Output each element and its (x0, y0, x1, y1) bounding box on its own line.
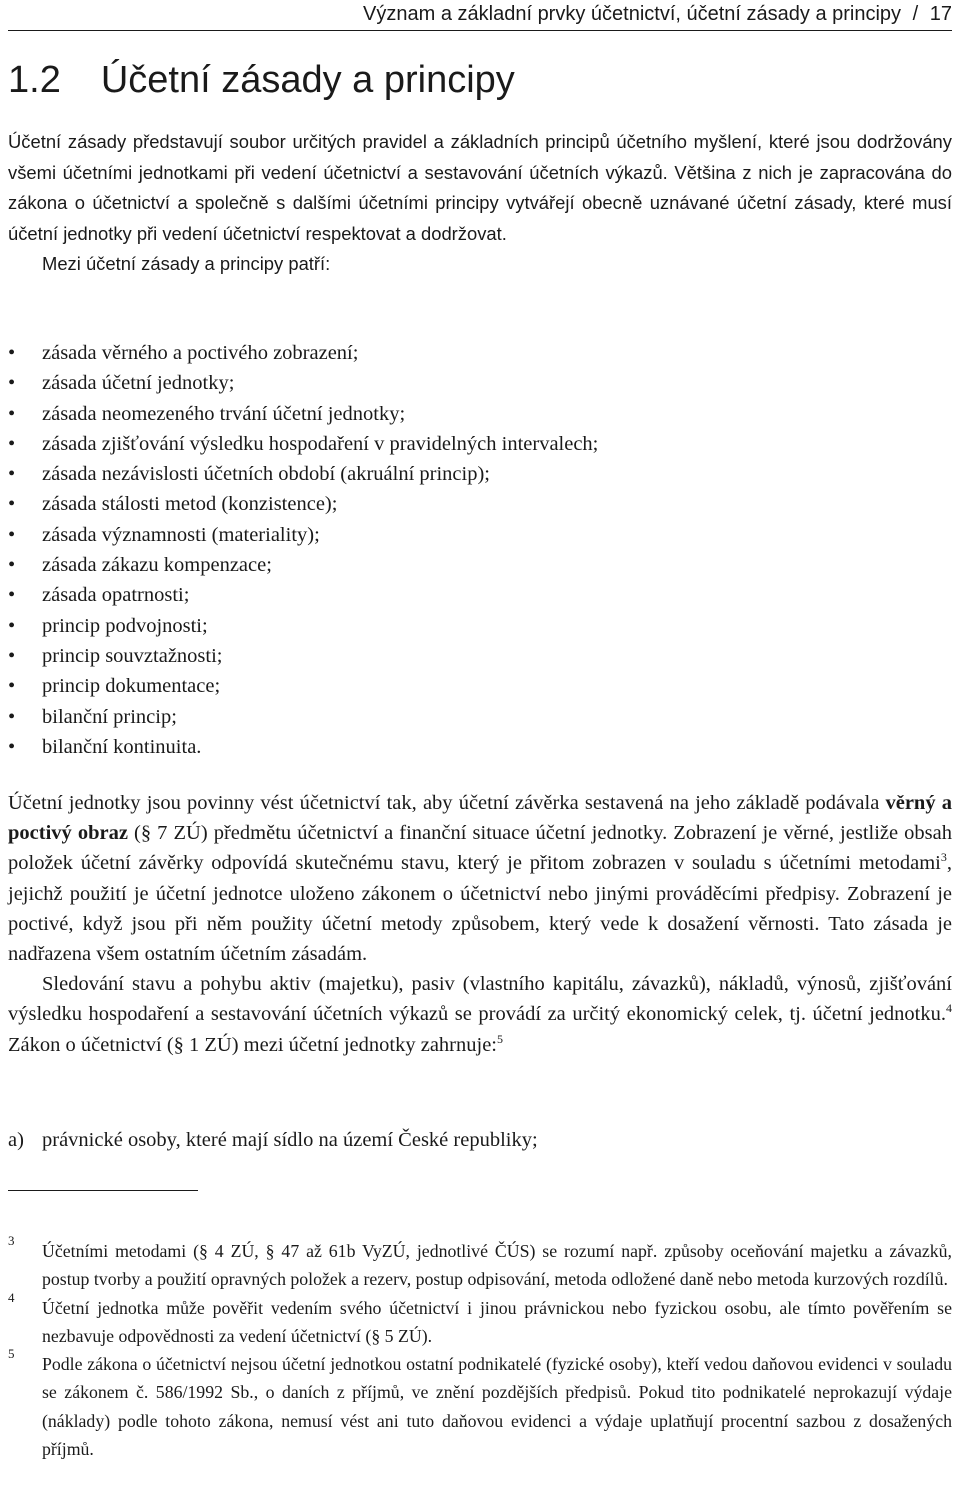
list-item: • zásada neomezeného trvání účetní jednotky; (8, 399, 952, 429)
list-item: • bilanční kontinuita. (8, 732, 952, 762)
list-item: • zásada významnosti (materiality); (8, 520, 952, 550)
footnote (8, 1289, 952, 1351)
footnote (8, 1346, 952, 1463)
footnote-ref[interactable]: 3 (940, 850, 947, 865)
text-run: Sledování stavu a pohybu aktiv (majetku), pasiv (vlastního kapitálu, závazků), nákladů, výnosů, zjišťování výsledku hospodaření a sestavování účetních výkazů se provádí za určitý ekonomický celek, tj. účetní jednotku. (8, 973, 952, 1026)
section-number: 1.2 (8, 59, 61, 101)
intro-paragraph: Účetní zásady představují soubor určitých pravidel a základních principů účetního myšlení, které jsou dodržovány všemi účetními jednotkami při vedení účetnictví a sestavování účetních výkazů. Většina z nich je zapracována do zákona o účetnictví a společně s dalšími účetními principy vytvářejí obecně uznávané účetní zásady, které musí účetní jednotky při vedení účetnictví respektovat a dodržovat. (8, 131, 952, 244)
list-marker: a) (8, 1129, 24, 1151)
footnote-text: Účetní jednotka může pověřit vedením svého účetnictví i jinou právnickou nebo fyzickou osobu, ale tímto pověřením se nezbavuje odpovědnosti za vedení účetnictví (§ 5 ZÚ). (42, 1297, 952, 1346)
footnote-ref[interactable]: 4 (946, 1001, 952, 1016)
list-item (8, 1125, 952, 1155)
footnote-text: Podle zákona o účetnictví nejsou účetní jednotkou ostatní podnikatelé (fyzické osoby), kteří vedou daňovou evidenci v souladu se zákonem č. 586/1992 Sb., o daních z příjmů, ve znění pozdějších předpisů. Pokud tito podnikatelé neprokazují výdaje (náklady) podle tohoto zákona, nemusí vést ani tuto daňovou evidenci a výdaje uplatňují procentní sazbou z dosažených příjmů. (42, 1354, 952, 1460)
footnote-ref[interactable]: 5 (497, 1031, 503, 1046)
page-number: 17 (929, 3, 952, 25)
header-separator: / (912, 3, 919, 25)
text-run: Účetní jednotky jsou povinny vést účetnictví tak, aby účetní závěrka sestavená na jeho základě podávala (8, 792, 886, 814)
list-intro: Mezi účetní zásady a principy patří: (42, 253, 331, 274)
body-paragraph-entity (8, 969, 952, 1060)
list-item: • zásada zákazu kompenzace; (8, 550, 952, 580)
list-item: • zásada opatrnosti; (8, 580, 952, 610)
footnote-text: Účetními metodami (§ 4 ZÚ, § 47 až 61b VyZÚ, jednotlivé ČÚS) se rozumí např. způsoby oceňování majetku a závazků, postup tvorby a použití opravných položek a rezerv, postup odpisování, metoda odložené daně nebo metoda kurzových rozdílů. (42, 1241, 952, 1290)
list-item: • zásada zjišťování výsledku hospodaření v pravidelných intervalech; (8, 429, 952, 459)
intro-text (8, 127, 952, 280)
list-item: • bilanční princip; (8, 702, 952, 732)
entities-list (8, 1125, 952, 1155)
list-item: • zásada věrného a poctivého zobrazení; (8, 338, 952, 368)
bold-term: věrný a poctivý obraz (8, 792, 952, 845)
text-run: , jejichž použití je účetní jednotce uloženo zákonem o účetnictví nebo jinými prováděcími předpisy. Zobrazení je poctivé, když jsou při něm použity účetní metody způsobem, který vede k dosažení věrnosti. Tato zásada je nadřazena všem ostatním účetním zásadám. (8, 852, 952, 966)
list-item: • princip podvojnosti; (8, 611, 952, 641)
text-run: Zákon o účetnictví (§ 1 ZÚ) mezi účetní jednotky zahrnuje: (8, 1033, 497, 1056)
header-rule (8, 30, 952, 31)
body-text (8, 788, 952, 1060)
section-title: Účetní zásady a principy (100, 59, 515, 101)
list-item: • zásada nezávislosti účetních období (akruální princip); (8, 459, 952, 489)
footnote-number: 3 (8, 1233, 15, 1248)
text-run: (§ 7 ZÚ) předmětu účetnictví a finanční situace účetní jednotky. Zobrazení je věrné, jestliže obsah položek účetní závěrky odpovídá skutečnému stavu, který je přitom zobrazen v souladu s účetními metodami (8, 822, 952, 875)
footnote (8, 1233, 952, 1294)
list-item: • zásada účetní jednotky; (8, 368, 952, 398)
list-item-text: právnické osoby, které mají sídlo na území České republiky; (42, 1129, 538, 1151)
section-heading (8, 58, 515, 102)
footnote-number: 5 (8, 1346, 15, 1362)
footnote-rule (8, 1190, 198, 1191)
list-item: • zásada stálosti metod (konzistence); (8, 489, 952, 519)
footnote-number: 4 (8, 1289, 15, 1305)
list-item: • princip dokumentace; (8, 671, 952, 701)
list-item: • princip souvztažnosti; (8, 641, 952, 671)
principles-list (8, 338, 952, 762)
running-header (8, 2, 952, 26)
body-paragraph-true-fair-view (8, 788, 952, 969)
running-title: Význam a základní prvky účetnictví, účetní zásady a principy (363, 3, 902, 25)
footnotes (8, 1233, 952, 1463)
